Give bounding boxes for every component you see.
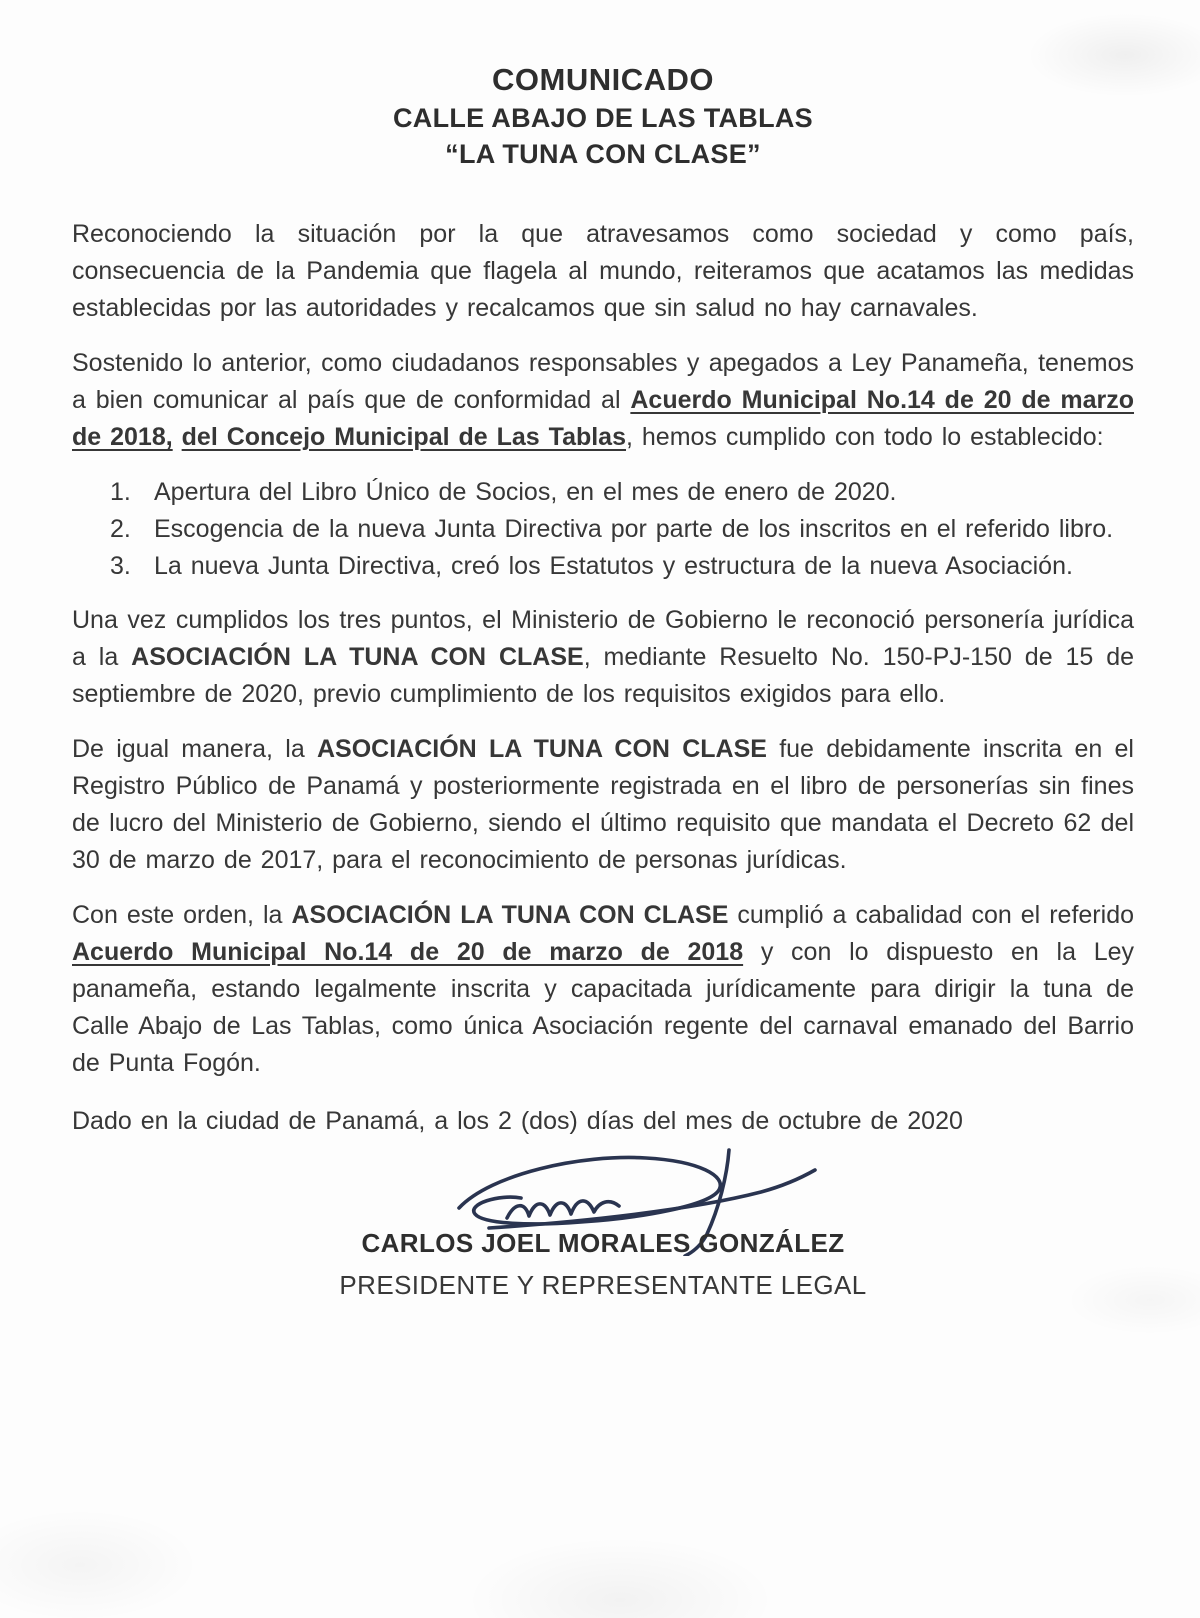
- text-segment: Sostenido lo anterior, como ciudadanos responsables y apegados a Ley Panameña, tenemos a bien comunicar al país que de conformidad al: [72, 349, 1134, 414]
- paragraph-2: [72, 345, 1134, 456]
- list-item-text: La nueva Junta Directiva, creó los Estatutos y estructura de la nueva Asociación.: [154, 552, 1073, 580]
- signer-name: CARLOS JOEL MORALES GONZÁLEZ: [361, 1228, 845, 1258]
- text-segment: , hemos cumplido con todo lo establecido:: [626, 423, 1104, 451]
- document-title: COMUNICADO: [492, 62, 714, 97]
- bold-text: ASOCIACIÓN LA TUNA CON CLASE: [291, 901, 729, 929]
- signature-stroke-humps: [507, 1201, 619, 1218]
- date-line: Dado en la ciudad de Panamá, a los 2 (dos) días del mes de octubre de 2020: [72, 1107, 963, 1135]
- bold-underline-text: del Concejo Municipal de Las Tablas: [181, 423, 626, 451]
- signature-block: [72, 1146, 1134, 1302]
- list-item: [110, 548, 1134, 585]
- text-segment: De igual manera, la: [72, 735, 317, 763]
- list-item-text: Escogencia de la nueva Junta Directiva por parte de los inscritos en el referido libro.: [154, 515, 1114, 543]
- paragraph-3: [72, 602, 1134, 713]
- signer-title: PRESIDENTE Y REPRESENTANTE LEGAL: [339, 1270, 867, 1300]
- paragraph-4: [72, 731, 1134, 879]
- list-item-text: Apertura del Libro Único de Socios, en el mes de enero de 2020.: [154, 478, 897, 506]
- list-item-number: 3.: [110, 552, 131, 580]
- paragraph-1: [72, 216, 1134, 327]
- text-segment: Una vez cumplidos los tres puntos, el Ministerio de Gobierno le reconoció personería jurídica a la: [72, 606, 1134, 671]
- list-item: [110, 474, 1134, 511]
- bold-underline-text: Acuerdo Municipal No.14 de 20 de marzo de 2018: [72, 938, 744, 966]
- text-segment: Reconociendo la situación por la que atravesamos como sociedad y como país, consecuencia de la Pandemia que flagela al mundo, reiteramos que acatamos las medidas establecidas por las autoridades y recalcamos que sin salud no hay carnavales.: [72, 220, 1134, 322]
- text-segment: fue debidamente inscrita en el Registro Público de Panamá y posteriormente registrada en el libro de personerías sin fines de lucro del Ministerio de Gobierno, siendo el último requisito que mandata el Decreto 62 del 30 de marzo de 2017, para el reconocimiento de personas jurídicas.: [72, 735, 1134, 874]
- numbered-list: [110, 474, 1134, 585]
- signature-stroke-loop: [459, 1157, 720, 1223]
- text-segment: Con este orden, la: [72, 901, 292, 929]
- document-subtitle-line2: “LA TUNA CON CLASE”: [445, 139, 761, 169]
- bold-text: ASOCIACIÓN LA TUNA CON CLASE: [131, 643, 584, 671]
- bold-text: ASOCIACIÓN LA TUNA CON CLASE: [316, 735, 767, 763]
- document-subtitle-line1: CALLE ABAJO DE LAS TABLAS: [392, 103, 813, 133]
- document-content: [72, 0, 1134, 1302]
- text-segment: cumplió a cabalidad con el referido: [728, 901, 1134, 929]
- signature-stroke-sweep: [489, 1170, 815, 1228]
- bold-underline-text: Acuerdo Municipal No.14 de 20 de marzo de 2018,: [72, 386, 1135, 451]
- list-item-number: 2.: [110, 515, 131, 543]
- paragraph-5: [72, 897, 1134, 1082]
- list-item-number: 1.: [110, 478, 131, 506]
- document-header: [72, 0, 1134, 172]
- text-segment: [173, 423, 182, 451]
- text-segment: y con lo dispuesto en la Ley panameña, estando legalmente inscrita y capacitada jurídicamente para dirigir la tuna de Calle Abajo de Las Tablas, como única Asociación regente del carnaval emanado del Barrio de Punta Fogón.: [72, 938, 1134, 1077]
- text-segment: , mediante Resuelto No. 150-PJ-150 de 15 de septiembre de 2020, previo cumplimiento de los requisitos exigidos para ello.: [72, 643, 1135, 708]
- list-item: [110, 511, 1134, 548]
